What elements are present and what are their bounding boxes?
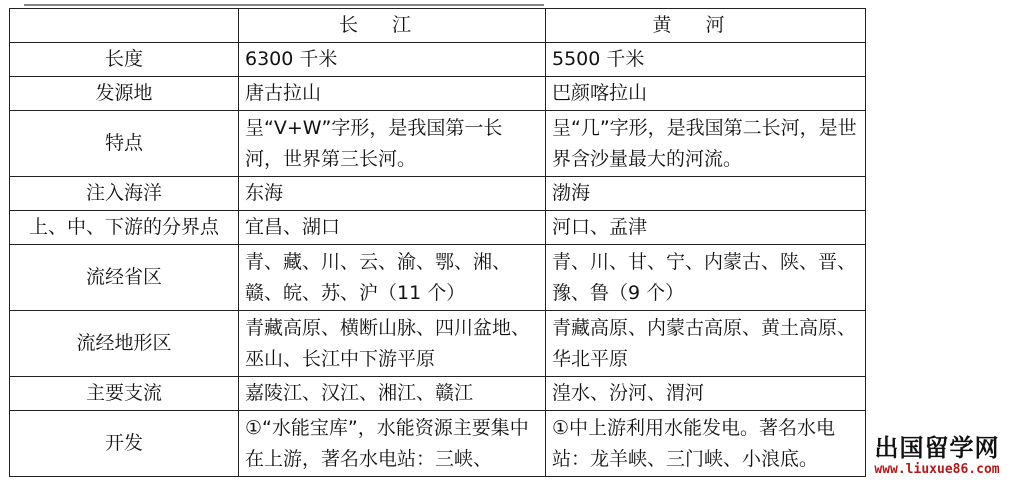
changjiang-cell: 呈“V+W”字形，是我国第一长河，世界第三长河。	[239, 111, 546, 177]
row-label: 主要支流	[10, 377, 239, 411]
river-comparison-table	[9, 8, 866, 477]
changjiang-cell: ①“水能宝库”，水能资源主要集中在上游，著名水电站：三峡、	[239, 411, 546, 477]
huanghe-cell: 青藏高原、内蒙古高原、黄土高原、华北平原	[546, 311, 866, 377]
row-label: 注入海洋	[10, 177, 239, 211]
changjiang-cell: 宜昌、湖口	[239, 211, 546, 245]
table-row	[10, 245, 866, 311]
huanghe-cell: 巴颜喀拉山	[546, 77, 866, 111]
table-row	[10, 77, 866, 111]
table-row	[10, 411, 866, 477]
huanghe-cell: 呈“几”字形，是我国第二长河，是世界含沙量最大的河流。	[546, 111, 866, 177]
row-label: 上、中、下游的分界点	[10, 211, 239, 245]
header-empty-cell	[10, 9, 239, 43]
changjiang-cell: 6300 千米	[239, 43, 546, 77]
site-watermark	[862, 434, 1012, 478]
row-label: 流经地形区	[10, 311, 239, 377]
changjiang-cell: 嘉陵江、汉江、湘江、赣江	[239, 377, 546, 411]
row-label: 长度	[10, 43, 239, 77]
cropped-heading-line	[24, 0, 544, 6]
huanghe-cell: 渤海	[546, 177, 866, 211]
watermark-url: www.liuxue86.com	[874, 462, 1000, 477]
changjiang-cell: 青藏高原、横断山脉、四川盆地、巫山、长江中下游平原	[239, 311, 546, 377]
table-row	[10, 211, 866, 245]
huanghe-cell: ①中上游利用水能发电。著名水电站：龙羊峡、三门峡、小浪底。	[546, 411, 866, 477]
huanghe-cell: 5500 千米	[546, 43, 866, 77]
header-huanghe: 黄河	[546, 9, 866, 43]
table-header-row	[10, 9, 866, 43]
row-label: 特点	[10, 111, 239, 177]
huanghe-cell: 河口、孟津	[546, 211, 866, 245]
table-row	[10, 311, 866, 377]
row-label: 流经省区	[10, 245, 239, 311]
huanghe-cell: 青、川、甘、宁、内蒙古、陕、晋、豫、鲁（9 个）	[546, 245, 866, 311]
row-label: 发源地	[10, 77, 239, 111]
changjiang-cell: 青、藏、川、云、渝、鄂、湘、赣、皖、苏、沪（11 个）	[239, 245, 546, 311]
table-row	[10, 111, 866, 177]
table-row	[10, 177, 866, 211]
header-changjiang: 长江	[239, 9, 546, 43]
watermark-site-name: 出国留学网	[874, 434, 1000, 462]
table-row	[10, 377, 866, 411]
changjiang-cell: 东海	[239, 177, 546, 211]
huanghe-cell: 湟水、汾河、渭河	[546, 377, 866, 411]
table-row	[10, 43, 866, 77]
row-label: 开发	[10, 411, 239, 477]
changjiang-cell: 唐古拉山	[239, 77, 546, 111]
